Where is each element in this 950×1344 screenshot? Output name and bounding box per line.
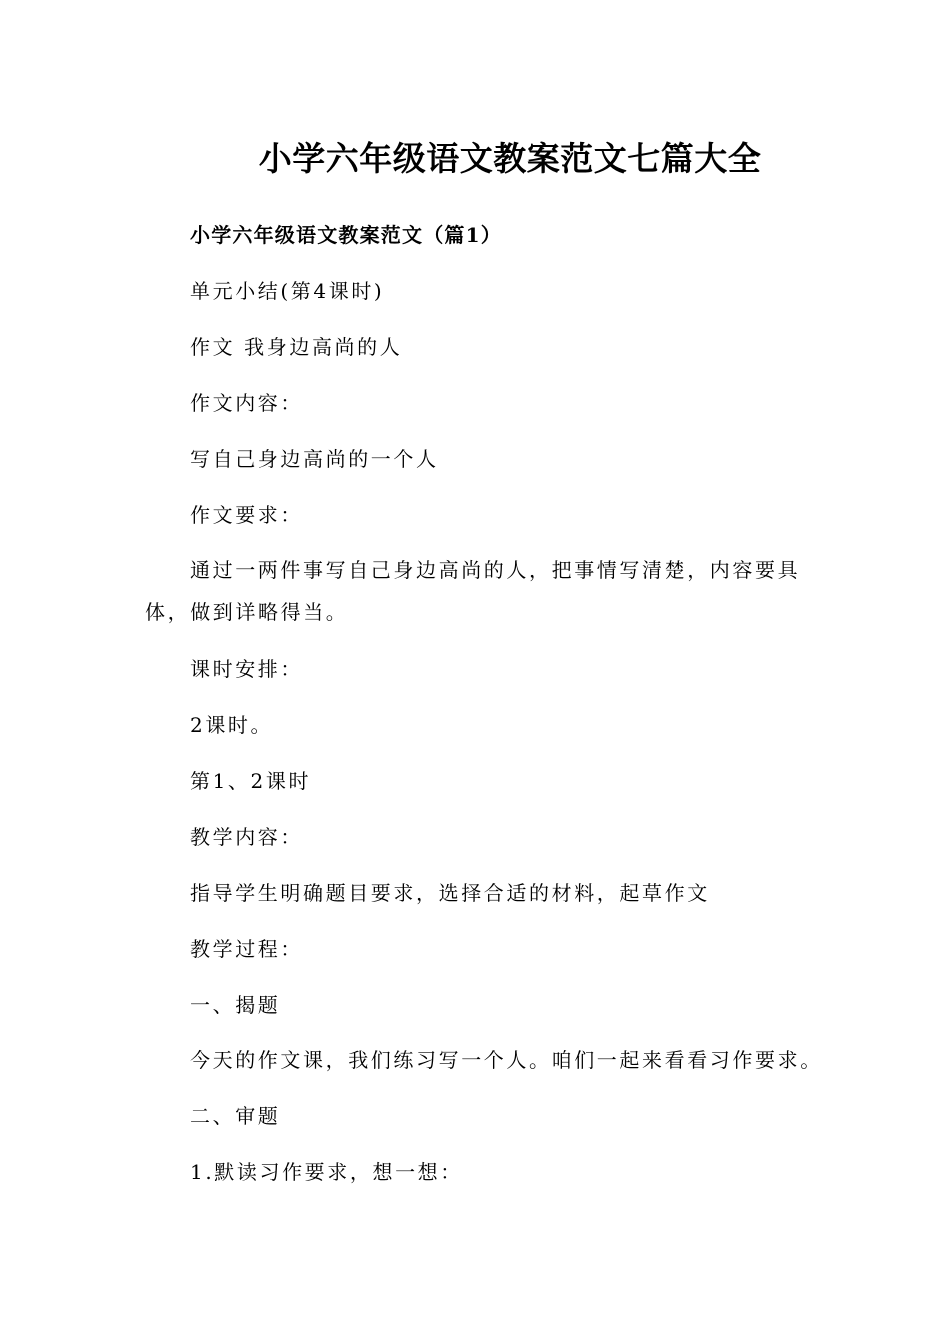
paragraph: 写自己身边高尚的一个人: [190, 447, 439, 471]
paragraph: 作文 我身边高尚的人: [190, 335, 403, 359]
section-heading: 小学六年级语文教案范文（篇1）: [190, 223, 502, 247]
paragraph: 通过一两件事写自己身边高尚的人，把事情写清楚，内容要具体，做到详略得当。: [145, 558, 801, 624]
paragraph: 课时安排：: [190, 657, 303, 681]
document-title: 小学六年级语文教案范文七篇大全: [258, 139, 762, 178]
paragraph: 单元小结(第4课时): [190, 279, 385, 303]
paragraph: 教学内容：: [190, 825, 303, 849]
paragraph: 2课时。: [190, 713, 274, 737]
paragraph: 今天的作文课，我们练习写一个人。咱们一起来看看习作要求。: [190, 1048, 823, 1072]
paragraph: 作文要求：: [190, 503, 303, 527]
paragraph: 二、审题: [190, 1104, 281, 1128]
paragraph: 1.默读习作要求，想一想：: [190, 1160, 463, 1184]
paragraph: 作文内容：: [190, 391, 303, 415]
paragraph: 一、揭题: [190, 993, 281, 1017]
paragraph: 教学过程：: [190, 937, 303, 961]
paragraph: 第1、2课时: [190, 769, 312, 793]
paragraph: 指导学生明确题目要求，选择合适的材料，起草作文: [190, 881, 710, 905]
